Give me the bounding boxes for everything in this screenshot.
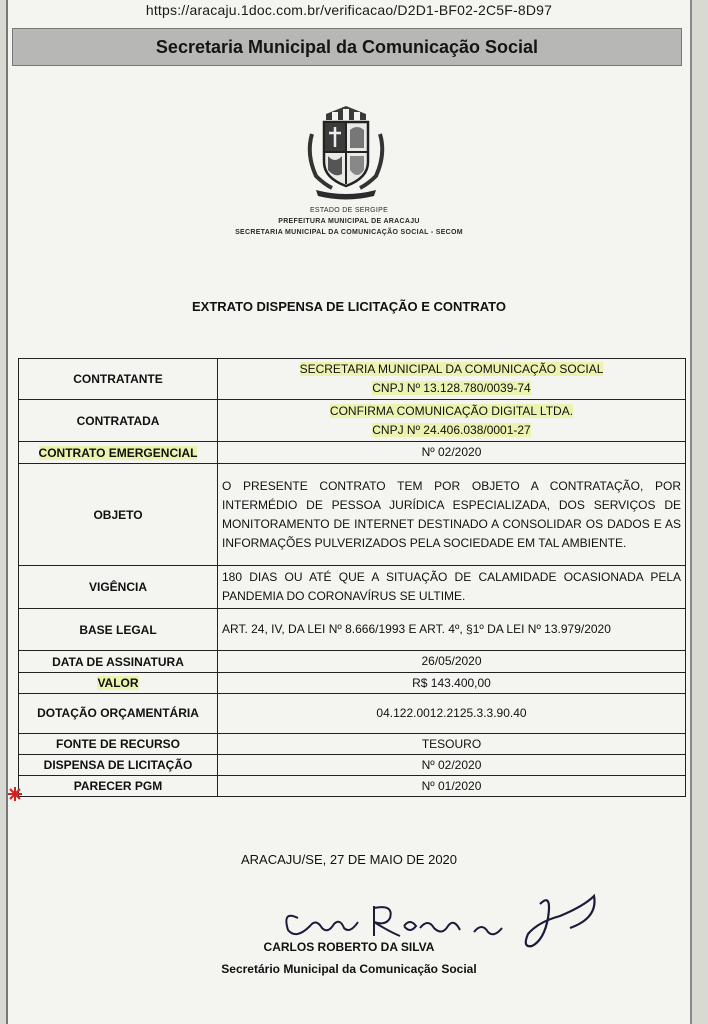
letterhead-secretariat: SECRETARIA MUNICIPAL DA COMUNICAÇÃO SOCIAL - SECOM xyxy=(235,229,463,236)
letterhead-prefecture: PREFEITURA MUNICIPAL DE ARACAJU xyxy=(278,218,420,225)
row-value: TESOURO xyxy=(218,734,686,755)
verification-url: https://aracaju.1doc.com.br/verificacao/D2D1-BF02-2C5F-8D97 xyxy=(145,2,553,18)
row-label-text: CONTRATO EMERGENCIAL xyxy=(38,445,198,460)
letterhead-state: ESTADO DE SERGIPE xyxy=(309,207,389,214)
document-page xyxy=(6,0,692,1024)
contract-extract-table xyxy=(18,358,686,797)
row-value xyxy=(218,359,686,400)
table-row xyxy=(19,694,686,734)
row-value: Nº 02/2020 xyxy=(218,755,686,776)
row-value: 180 DIAS OU ATÉ QUE A SITUAÇÃO DE CALAMIDADE OCASIONADA PELA PANDEMIA DO CORONAVÍRUS SE ULTIME. xyxy=(218,566,686,609)
table-row xyxy=(19,442,686,464)
row-label: DISPENSA DE LICITAÇÃO xyxy=(19,755,218,776)
table-row xyxy=(19,464,686,566)
row-label: VIGÊNCIA xyxy=(19,566,218,609)
row-value: O PRESENTE CONTRATO TEM POR OBJETO A CONTRATAÇÃO, POR INTERMÉDIO DE PESSOA JURÍDICA ESPECIALIZADA, DOS SERVIÇOS DE MONITORAMENTO DE INTERNET DESTINADO A CONSOLIDAR OS DADOS E AS INFORMAÇÕES PULVERIZADOS PELA SOCIEDADE EM TAL AMBIENTE. xyxy=(218,464,686,566)
row-value xyxy=(218,400,686,442)
banner-title: Secretaria Municipal da Comunicação Social xyxy=(12,28,682,66)
row-label-text: VALOR xyxy=(97,676,139,690)
table-row xyxy=(19,776,686,797)
row-label: BASE LEGAL xyxy=(19,609,218,651)
table-row xyxy=(19,609,686,651)
row-label xyxy=(19,442,218,464)
row-label: PARECER PGM xyxy=(19,776,218,797)
table-row xyxy=(19,651,686,673)
table-row xyxy=(19,755,686,776)
contratada-name: CONFIRMA COMUNICAÇÃO DIGITAL LTDA. xyxy=(329,403,574,418)
table-row xyxy=(19,673,686,694)
signer-name: CARLOS ROBERTO DA SILVA xyxy=(263,940,435,954)
signer-role: Secretário Municipal da Comunicação Social xyxy=(221,962,477,976)
row-value: ART. 24, IV, DA LEI Nº 8.666/1993 E ART. 4º, §1º DA LEI Nº 13.979/2020 xyxy=(218,609,686,651)
table-row xyxy=(19,400,686,442)
row-value: Nº 01/2020 xyxy=(218,776,686,797)
row-value: 04.122.0012.2125.3.3.90.40 xyxy=(218,694,686,734)
place-and-date: ARACAJU/SE, 27 DE MAIO DE 2020 xyxy=(240,852,458,867)
table-row xyxy=(19,359,686,400)
row-label: CONTRATANTE xyxy=(19,359,218,400)
row-value: Nº 02/2020 xyxy=(218,442,686,464)
row-label: OBJETO xyxy=(19,464,218,566)
red-asterisk-icon xyxy=(6,785,24,803)
contratada-cnpj: CNPJ Nº 24.406.038/0001-27 xyxy=(372,422,531,437)
row-label: DOTAÇÃO ORÇAMENTÁRIA xyxy=(19,694,218,734)
coat-of-arms-icon xyxy=(302,104,390,200)
row-value: R$ 143.400,00 xyxy=(218,673,686,694)
row-label: CONTRATADA xyxy=(19,400,218,442)
contratante-cnpj: CNPJ Nº 13.128.780/0039-74 xyxy=(372,381,531,395)
row-label: FONTE DE RECURSO xyxy=(19,734,218,755)
table-row xyxy=(19,566,686,609)
row-label xyxy=(19,673,218,694)
document-title: EXTRATO DISPENSA DE LICITAÇÃO E CONTRATO xyxy=(192,299,506,314)
contratante-name: SECRETARIA MUNICIPAL DA COMUNICAÇÃO SOCIAL xyxy=(299,362,604,376)
table-row xyxy=(19,734,686,755)
row-label: DATA DE ASSINATURA xyxy=(19,651,218,673)
row-value: 26/05/2020 xyxy=(218,651,686,673)
